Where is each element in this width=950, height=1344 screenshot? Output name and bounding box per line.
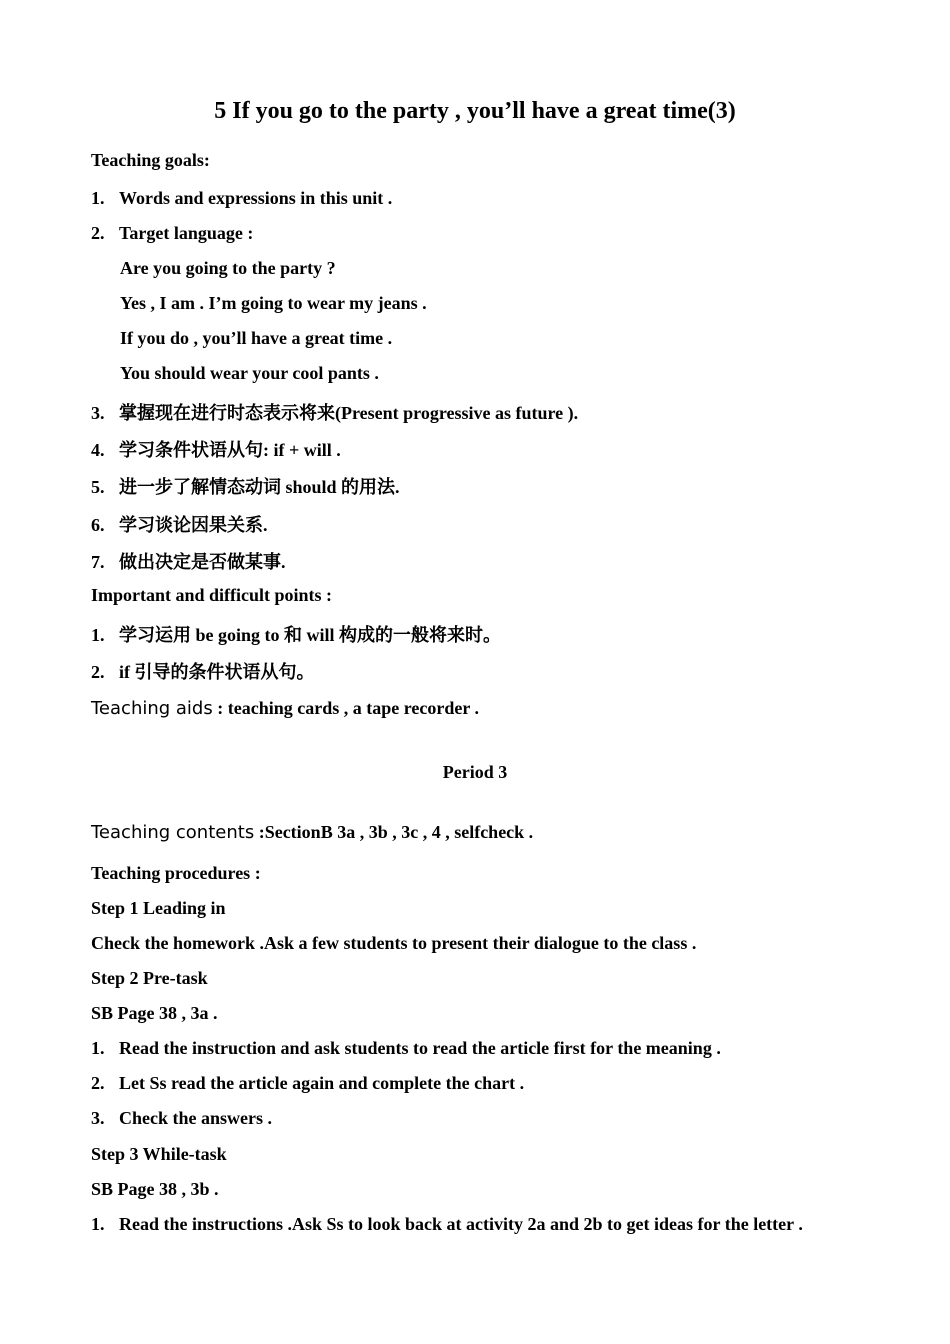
item-number: 1.: [91, 188, 105, 208]
teaching-aids-label: Teaching aids: [91, 698, 213, 719]
item-number: 1.: [91, 625, 105, 645]
goal-item: [91, 511, 268, 537]
target-language-line: Are you going to the party ?: [120, 258, 336, 278]
target-language-line: You should wear your cool pants .: [120, 363, 379, 383]
item-text: Target language :: [119, 223, 254, 243]
item-number: 4.: [91, 440, 105, 460]
document-title: 5 If you go to the party , you’ll have a great time(3): [214, 98, 736, 124]
item-number: 2.: [91, 223, 105, 243]
target-language-line: Yes , I am . I’m going to wear my jeans .: [120, 293, 427, 313]
item-number: 6.: [91, 515, 105, 535]
step3-title: Step 3 While-task: [91, 1144, 227, 1164]
goal-item: [91, 548, 286, 574]
important-points-heading: Important and difficult points :: [91, 585, 333, 605]
item-number: 1.: [91, 1038, 105, 1058]
step2-page: SB Page 38 , 3a .: [91, 1003, 218, 1023]
item-text: 掌握现在进行时态表示将来(Present progressive as future ).: [119, 403, 579, 423]
item-text: 学习谈论因果关系.: [119, 515, 268, 535]
step3-page: SB Page 38 , 3b .: [91, 1179, 219, 1199]
item-text: 做出决定是否做某事.: [119, 552, 286, 572]
item-number: 7.: [91, 552, 105, 572]
item-text: 进一步了解情态动词 should 的用法.: [119, 477, 400, 497]
step1-text: Check the homework .Ask a few students to present their dialogue to the class .: [91, 933, 697, 953]
item-number: 1.: [91, 1214, 105, 1234]
goal-item: [91, 188, 392, 209]
teaching-contents-line: [91, 822, 533, 843]
goal-item: [91, 473, 400, 499]
item-number: 2.: [91, 1073, 105, 1093]
item-number: 5.: [91, 477, 105, 497]
step3-item: [91, 1214, 803, 1235]
goal-item: [91, 223, 253, 244]
step2-title: Step 2 Pre-task: [91, 968, 208, 988]
item-number: 3.: [91, 1108, 105, 1128]
item-text: Words and expressions in this unit .: [119, 188, 393, 208]
item-text: Check the answers .: [119, 1108, 272, 1128]
step1-title: Step 1 Leading in: [91, 898, 226, 918]
teaching-contents-label: Teaching contents: [91, 822, 255, 843]
item-text: Read the instruction and ask students to read the article first for the meaning .: [119, 1038, 721, 1058]
procedures-heading: Teaching procedures :: [91, 863, 261, 883]
important-point-item: [91, 621, 501, 647]
teaching-aids-line: [91, 698, 479, 719]
teaching-aids-text: : teaching cards , a tape recorder .: [212, 698, 480, 718]
step2-item: [91, 1108, 272, 1129]
goal-item: [91, 399, 578, 425]
step2-item: [91, 1073, 524, 1094]
period-heading: Period 3: [442, 762, 508, 782]
item-number: 3.: [91, 403, 105, 423]
item-text: if 引导的条件状语从句。: [119, 662, 315, 682]
item-text: Let Ss read the article again and complete the chart .: [119, 1073, 525, 1093]
target-language-line: If you do , you’ll have a great time .: [120, 328, 393, 348]
step2-item: [91, 1038, 721, 1059]
teaching-contents-text: :SectionB 3a , 3b , 3c , 4 , selfcheck .: [254, 822, 534, 842]
teaching-goals-heading: Teaching goals:: [91, 150, 210, 170]
goal-item: [91, 436, 341, 462]
important-point-item: [91, 658, 315, 684]
item-text: 学习条件状语从句: if + will .: [119, 440, 341, 460]
item-text: Read the instructions .Ask Ss to look back at activity 2a and 2b to get ideas for the letter .: [119, 1214, 803, 1234]
item-text: 学习运用 be going to 和 will 构成的一般将来时。: [119, 625, 502, 645]
item-number: 2.: [91, 662, 105, 682]
